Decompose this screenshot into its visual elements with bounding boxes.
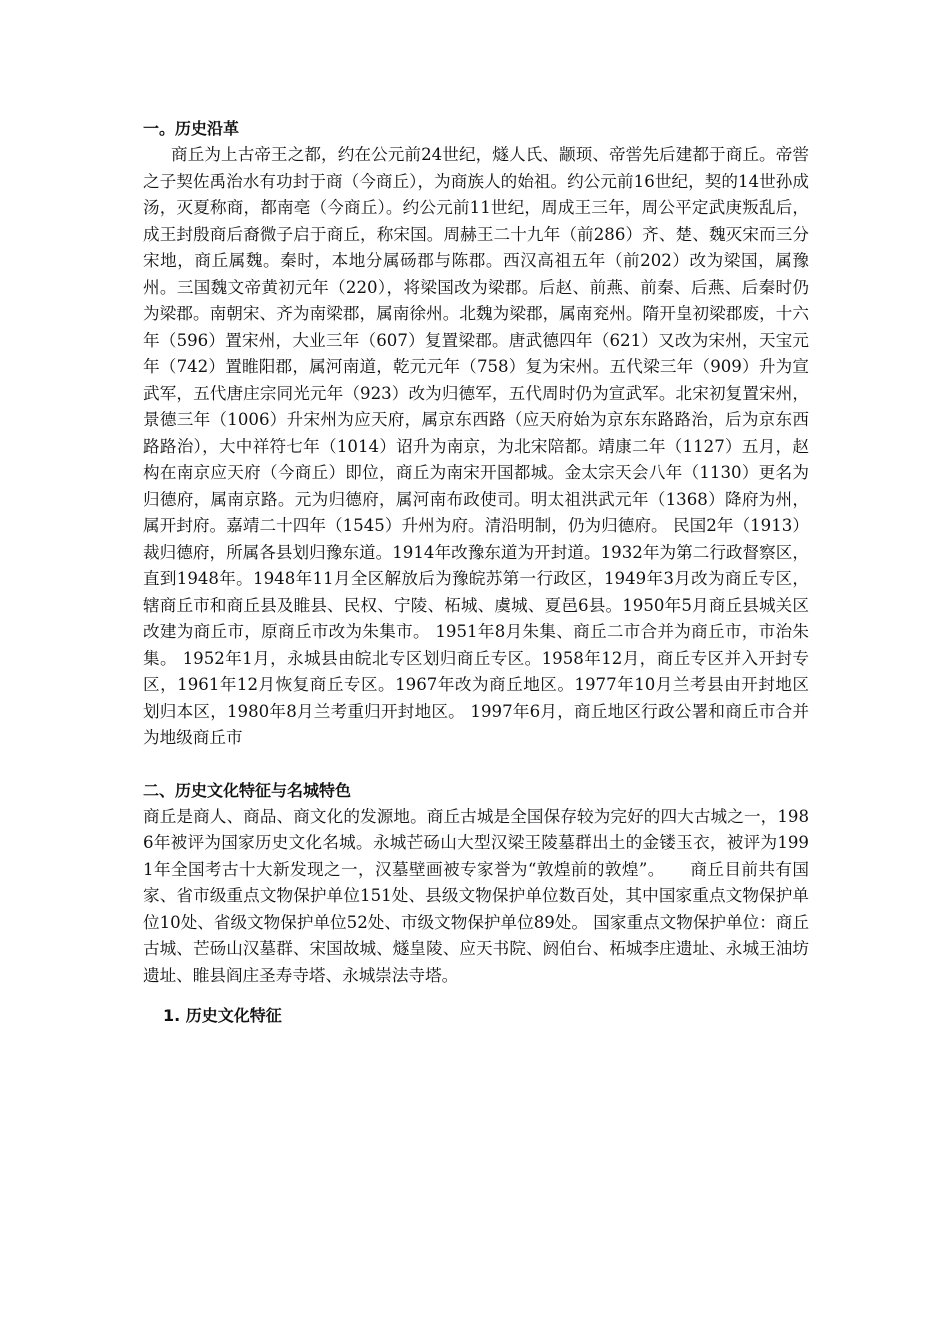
subsection-gap: [143, 989, 809, 1003]
history-paragraph: 商丘为上古帝王之都，约在公元前24世纪，燧人氏、颛顼、帝喾先后建都于商丘。帝喾之子契佐禹治水有功封于商（今商丘），为商族人的始祖。约公元前16世纪，契的14世孙成汤，灭夏称商，都南亳（今商丘）。约公元前11世纪，周成王三年，周公平定武庚叛乱后，成王封殷商后裔微子启于商丘，称宋国。周赫王二十九年（前286）齐、楚、魏灭宋而三分宋地，商丘属魏。秦时，本地分属砀郡与陈郡。西汉高祖五年（前202）改为梁国，属豫州。三国魏文帝黄初元年（220），将梁国改为梁郡。后赵、前燕、前秦、后燕、后秦时仍为梁郡。南朝宋、齐为南梁郡，属南徐州。北魏为梁郡，属南兖州。隋开皇初梁郡废，十六年（596）置宋州，大业三年（607）复置梁郡。唐武德四年（621）又改为宋州，天宝元年（742）置睢阳郡，属河南道，乾元元年（758）复为宋州。五代梁三年（909）升为宣武军，五代唐庄宗同光元年（923）改为归德军，五代周时仍为宣武军。北宋初复置宋州，景德三年（1006）升宋州为应天府，属京东西路（应天府始为京东东路路治，后为京东西路路治），大中祥符七年（1014）诏升为南京，为北宋陪都。靖康二年（1127）五月，赵构在南京应天府（今商丘）即位，商丘为南宋开国都城。金太宗天会八年（1130）更名为归德府，属南京路。元为归德府，属河南布政使司。明太祖洪武元年（1368）降府为州，属开封府。嘉靖二十四年（1545）升州为府。清沿明制，仍为归德府。 民国2年（1913）裁归德府，所属各县划归豫东道。1914年改豫东道为开封道。1932年为第二行政督察区，直到1948年。1948年11月全区解放后为豫皖苏第一行政区，1949年3月改为商丘专区，辖商丘市和商丘县及睢县、民权、宁陵、柘城、虞城、夏邑6县。1950年5月商丘县城关区改建为商丘市，原商丘市改为朱集市。 1951年8月朱集、商丘二市合并为商丘市，市治朱集。 1952年1月，永城县由皖北专区划归商丘专区。1958年12月，商丘专区并入开封专区，1961年12月恢复商丘专区。1967年改为商丘地区。1977年10月兰考县由开封地区划归本区，1980年8月兰考重归开封地区。 1997年6月，商丘地区行政公署和商丘市合并为地级商丘市: [143, 145, 809, 747]
section-heading-history: 一。历史沿革: [143, 119, 240, 138]
section-heading-culture: 二、历史文化特征与名城特色: [143, 780, 352, 800]
document-page: [143, 116, 809, 1029]
section-gap: [143, 752, 809, 778]
subsection-heading-cultural-features: 1. 历史文化特征: [163, 1006, 282, 1025]
culture-paragraph: 商丘是商人、商品、商文化的发源地。商丘古城是全国保存较为完好的四大古城之一，1986年被评为国家历史文化名城。永城芒砀山大型汉梁王陵墓群出土的金镂玉衣，被评为1991年全国考古十大新发现之一，汉墓壁画被专家誉为“敦煌前的敦煌”。 商丘目前共有国家、省市级重点文物保护单位151处、县级文物保护单位数百处，其中国家重点文物保护单位10处、省级文物保护单位52处、市级文物保护单位89处。 国家重点文物保护单位：商丘古城、芒砀山汉墓群、宋国故城、燧皇陵、应天书院、阏伯台、柘城李庄遗址、永城王油坊遗址、睢县阎庄圣寿寺塔、永城崇法寺塔。: [143, 806, 809, 985]
